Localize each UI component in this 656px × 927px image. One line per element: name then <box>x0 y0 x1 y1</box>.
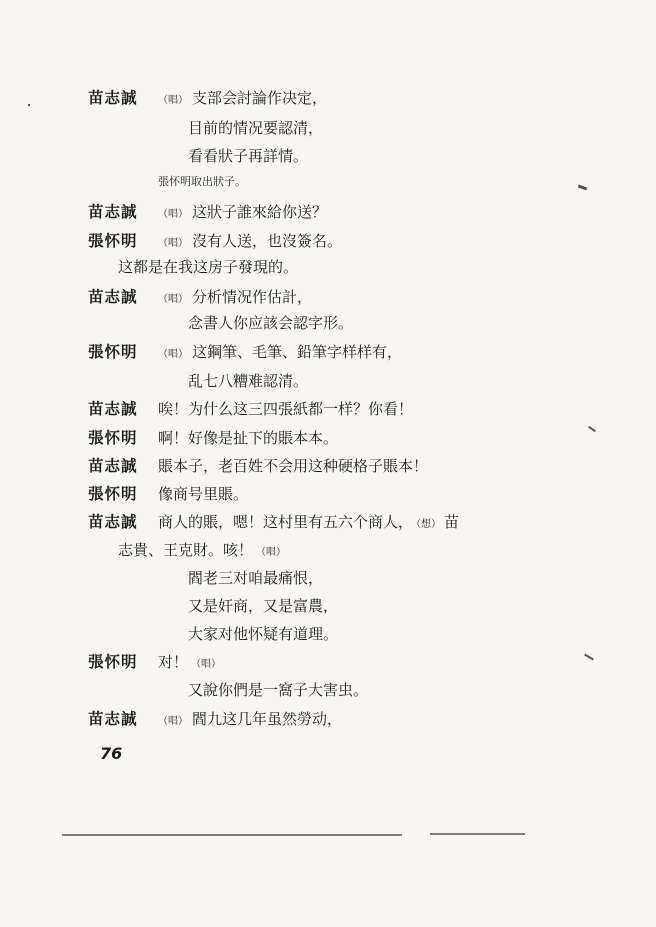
dialogue-line <box>188 624 338 644</box>
speaker-name: 張怀明 <box>88 484 138 503</box>
dialogue-line <box>88 512 459 535</box>
page-number: 76 <box>100 744 123 763</box>
stage-direction <box>158 172 246 192</box>
stage-cue: （唱） <box>158 716 188 727</box>
dialogue-line <box>118 540 289 563</box>
line-text: 閻老三对咱最痛恨， <box>188 569 324 587</box>
speaker-name: 張怀明 <box>88 652 138 671</box>
dialogue-line <box>188 568 323 588</box>
line-text: 商人的賬，嗯！这村里有五六个商人， <box>158 513 414 531</box>
stage-cue: （唱） <box>191 659 222 670</box>
scan-speck <box>28 104 30 106</box>
stage-cue: （唱） <box>158 238 188 249</box>
speaker-name: 苗志誠 <box>88 456 138 475</box>
speaker-name: 苗志誠 <box>88 88 138 107</box>
line-text: 又是奸商，又是富農， <box>188 597 339 615</box>
speaker-name: 苗志誠 <box>88 287 138 306</box>
line-text: 分析情况作估計， <box>192 288 313 306</box>
dialogue-line <box>88 428 338 448</box>
line-text: 看看狀子再詳情。 <box>188 147 309 165</box>
stage-cue: （唱） <box>158 209 188 220</box>
line-text: 又說你們是一窩子大害虫。 <box>188 681 369 699</box>
dialogue-line <box>188 118 323 138</box>
line-text: 大家对他怀疑有道理。 <box>188 625 339 643</box>
line-text: 志貴、王克財。咳！ <box>118 541 254 559</box>
scan-speck <box>584 654 594 661</box>
line-text: 这都是在我这房子發現的。 <box>118 258 299 276</box>
line-text: 閻九这几年虽然勞动， <box>192 710 343 728</box>
scan-edge-line <box>430 833 525 835</box>
line-text: 这狀子誰來給你送？ <box>192 203 328 221</box>
line-text: 目前的情况要認清， <box>188 119 324 137</box>
stage-cue: （唱） <box>256 547 287 558</box>
speaker-name: 苗志誠 <box>88 399 138 418</box>
dialogue-line <box>88 342 402 365</box>
line-text-continued: 苗 <box>444 513 460 531</box>
line-text: 乱七八糟难認清。 <box>188 372 309 390</box>
line-text: 張怀明取出狀子。 <box>158 175 246 188</box>
stage-cue: （唱） <box>158 294 188 305</box>
speaker-name: 苗志誠 <box>88 202 138 221</box>
scan-speck <box>588 426 596 432</box>
dialogue-line <box>188 371 308 391</box>
dialogue-line <box>88 231 342 254</box>
dialogue-line <box>88 456 428 476</box>
line-text: 支部会討論作决定， <box>192 89 328 107</box>
dialogue-line <box>188 596 338 616</box>
stage-cue: （唱） <box>158 95 188 106</box>
stage-cue: （唱） <box>158 349 188 360</box>
speaker-name: 張怀明 <box>88 428 138 447</box>
dialogue-line <box>188 313 353 333</box>
line-text: 对！ <box>158 653 189 671</box>
line-text: 沒有人送，也沒簽名。 <box>192 232 343 250</box>
line-text: 啊！好像是扯下的賬本本。 <box>158 429 339 447</box>
speaker-name: 苗志誠 <box>88 512 138 531</box>
dialogue-line <box>88 399 413 419</box>
line-text: 唉！为什么这三四張紙都一样？你看！ <box>158 400 414 418</box>
scan-edge-line <box>62 834 402 836</box>
line-text: 賬本子，老百姓不会用这种硬格子賬本！ <box>158 457 429 475</box>
dialogue-line <box>118 257 298 277</box>
stage-cue: （想） <box>416 519 442 530</box>
dialogue-line <box>88 484 248 504</box>
dialogue-line <box>88 287 312 310</box>
dialogue-line <box>188 146 308 166</box>
dialogue-line <box>88 202 327 225</box>
dialogue-line <box>88 709 342 732</box>
line-text: 念書人你应該会認字形。 <box>188 314 354 332</box>
dialogue-line <box>188 680 368 700</box>
scan-speck <box>578 185 587 191</box>
speaker-name: 苗志誠 <box>88 709 138 728</box>
dialogue-line <box>88 88 327 111</box>
dialogue-line <box>88 652 224 675</box>
line-text: 这鋼筆、毛筆、鉛筆字样样有， <box>192 343 403 361</box>
line-text: 像商号里賬。 <box>158 485 249 503</box>
speaker-name: 張怀明 <box>88 342 138 361</box>
speaker-name: 張怀明 <box>88 231 138 250</box>
